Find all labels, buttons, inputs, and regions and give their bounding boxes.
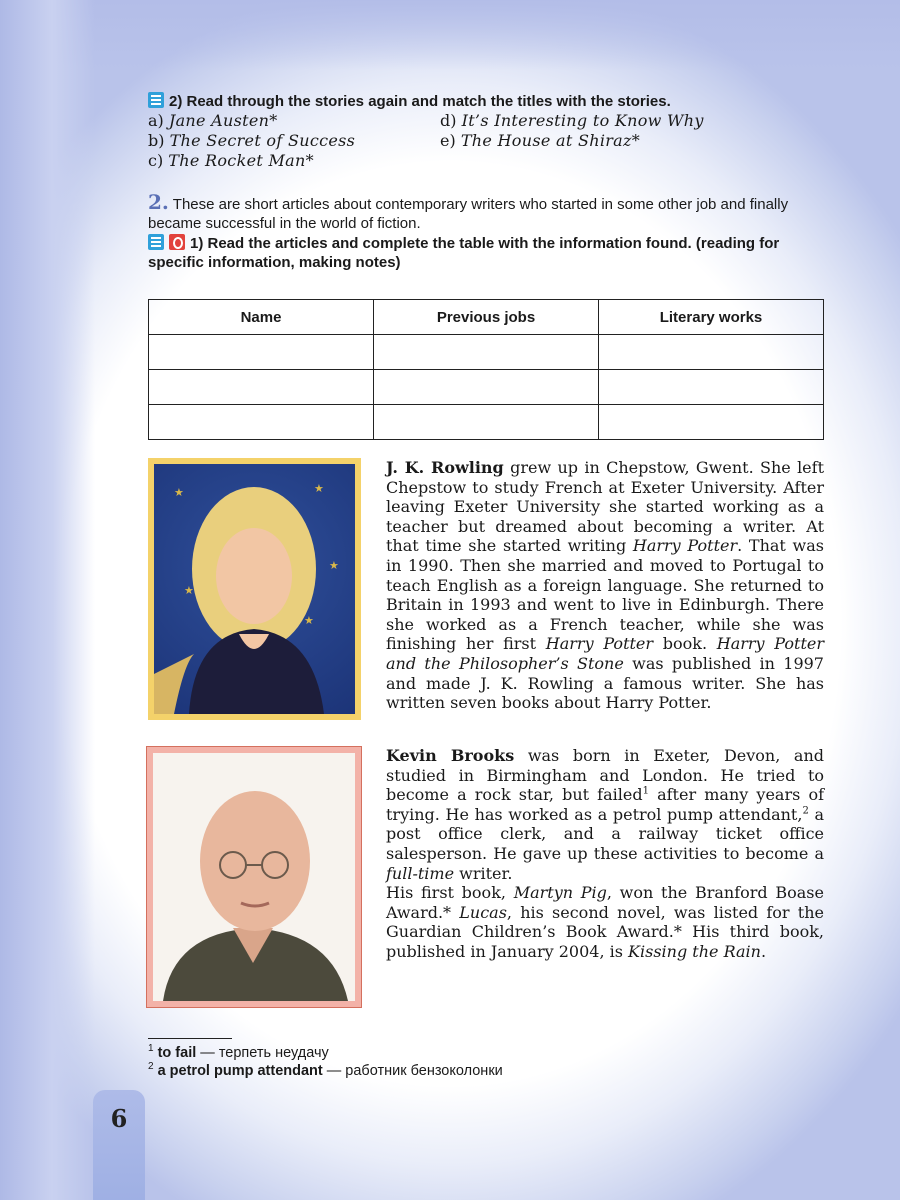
table-cell[interactable] [599, 370, 824, 405]
exercise-number: 2. [148, 190, 169, 214]
table-cell[interactable] [374, 370, 599, 405]
left-decor-band [0, 0, 95, 1200]
brooks-name: Kevin Brooks [386, 746, 515, 765]
footnote-divider [148, 1038, 232, 1039]
table-cell[interactable] [149, 335, 374, 370]
writing-task-icon [169, 234, 185, 250]
exercise-2-intro: 2. These are short articles about contemporary writers who started in some other job and finally became successful in the world of fiction. [148, 190, 789, 232]
table-cell[interactable] [599, 335, 824, 370]
reading-task-icon [148, 92, 164, 108]
option-d: d) It’s Interesting to Know Why [440, 111, 704, 130]
top-decor-band [0, 0, 900, 70]
table-header-literary-works: Literary works [599, 300, 824, 335]
table-task-instruction: 1) Read the articles and complete the table with the information found. (reading for specific information, making notes) [148, 235, 780, 271]
match-task-instruction: 2) Read through the stories again and match the titles with the stories. [148, 92, 671, 111]
option-c: c) The Rocket Man* [148, 151, 314, 170]
table-header-name: Name [149, 300, 374, 335]
table-row [149, 405, 824, 440]
table-row [149, 370, 824, 405]
table-header-previous-jobs: Previous jobs [374, 300, 599, 335]
rowling-name: J. K. Rowling [386, 458, 504, 477]
table-cell[interactable] [599, 405, 824, 440]
footnote-1: $^1$ to fail — терпеть неудачу [148, 1043, 329, 1061]
option-e: e) The House at Shiraz* [440, 131, 641, 150]
table-cell[interactable] [149, 405, 374, 440]
table-row [149, 335, 824, 370]
table-cell[interactable] [374, 335, 599, 370]
option-b: b) The Secret of Success [148, 131, 356, 150]
brooks-photo [146, 746, 362, 1008]
footnote-2: $^2$ a petrol pump attendant — работник бензоколонки [148, 1061, 503, 1079]
reading-task-icon [148, 234, 164, 250]
option-a: a) Jane Austen* [148, 111, 278, 130]
table-cell[interactable] [149, 370, 374, 405]
notes-table [148, 299, 824, 440]
brooks-article: Kevin Brooks was born in Exeter, Devon, and studied in Birmingham and London. He tried to become a rock star, but failed$^1$ after many years of trying. He has worked as a petrol pump attendant,$^2$ a post office clerk, and a railway ticket office salesperson. He gave up these activities to become a full-time writer. His first book, Martyn Pig, won the Branford Boase Award.* Lucas, his second novel, was listed for the Guardian Children’s Book Award.* His third book, published in January 2004, is Kissing the Rain. [386, 746, 825, 961]
rowling-article: J. K. Rowling grew up in Chepstow, Gwent. She left Chepstow to study French at Exeter University. After leaving Exeter University she started working as a teacher but dreamed about becoming a writer. At that time she started writing Harry Potter. That was in 1990. Then she married and moved to Portugal to teach English as a foreign language. She returned to Britain in 1993 and went to live in Edinburgh. There she worked as a French teacher, while she was finishing her first Harry Potter book. Harry Potter and the Philosopher’s Stone was published in 1997 and made J. K. Rowling a famous writer. She has written seven books about Harry Potter. [386, 458, 825, 713]
table-cell[interactable] [374, 405, 599, 440]
page-number: 6 [110, 1104, 128, 1133]
rowling-photo: ★ ★ ★ ★ ★ [148, 458, 361, 720]
